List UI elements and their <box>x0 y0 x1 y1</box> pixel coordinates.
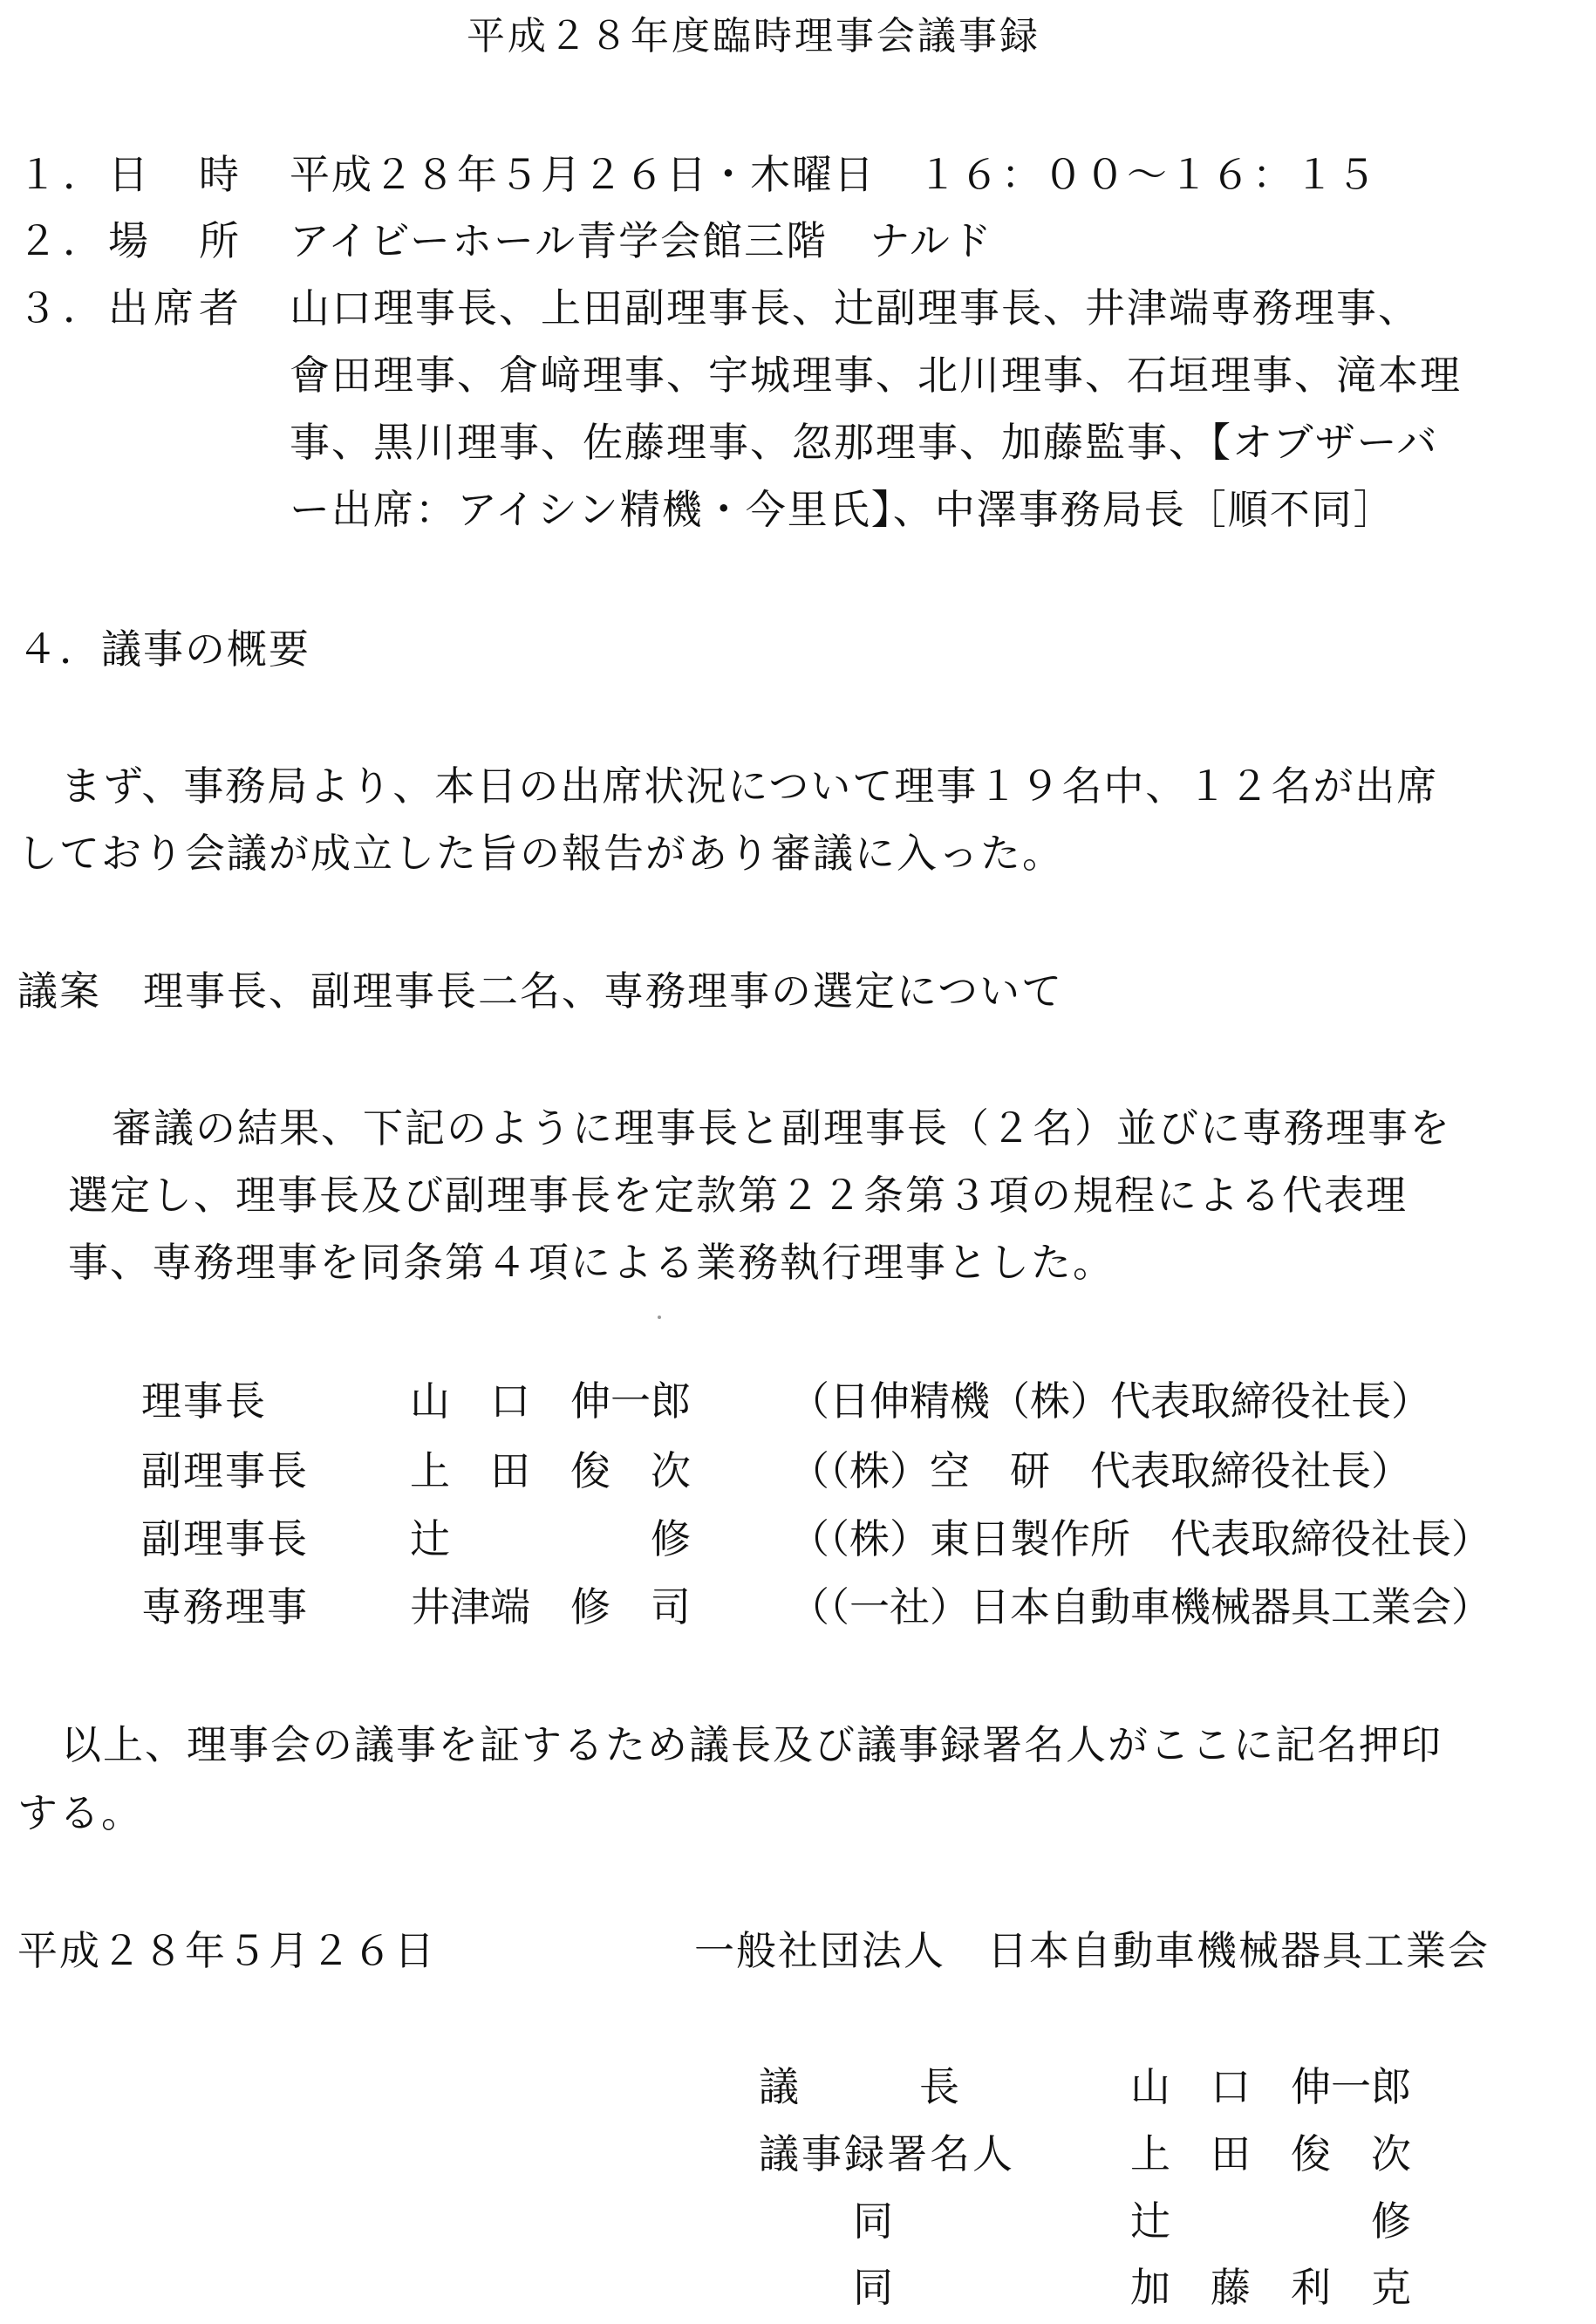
officer-name: 辻 修 <box>410 1515 691 1562</box>
signatory-role: 同 <box>853 2198 893 2245</box>
signatory-name: 上 田 俊 次 <box>1130 2130 1411 2177</box>
officer-org: （（一社）日本自動車機械器具工業会） <box>789 1583 1491 1630</box>
place-label: ２．場 所 <box>17 217 244 264</box>
closing-paragraph-line: 以上、理事会の議事を証するため議長及び議事録署名人がここに記名押印 <box>61 1721 1443 1768</box>
scan-speck <box>658 1316 661 1319</box>
attendees-line: ー出席：アイシン精機・今里氏】、中澤事務局長［順不同］ <box>290 486 1395 533</box>
attendees-line: 山口理事長、上田副理事長、辻副理事長、井津端専務理事、 <box>290 284 1420 332</box>
deliberation-line: 事、専務理事を同条第４項による業務執行理事とした。 <box>68 1239 1115 1286</box>
document-title: 平成２８年度臨時理事会議事録 <box>467 14 1040 58</box>
datetime-label: １．日 時 <box>17 151 244 198</box>
document-date: 平成２８年５月２６日 <box>17 1927 436 1974</box>
officer-name: 井津端 修 司 <box>410 1583 691 1630</box>
officer-role: 副理事長 <box>141 1447 309 1494</box>
officer-org: （（株）空 研 代表取締役社長） <box>789 1447 1411 1494</box>
attendees-line: 會田理事、倉﨑理事、宇城理事、北川理事、石垣理事、滝本理 <box>290 352 1462 399</box>
place-value: アイビーホール青学会館三階 ナルド <box>290 217 993 264</box>
closing-paragraph-line: する。 <box>17 1789 143 1836</box>
attendees-line: 事、黒川理事、佐藤理事、忽那理事、加藤監事、【オブザーバ <box>290 419 1439 466</box>
officer-role: 専務理事 <box>141 1583 309 1630</box>
deliberation-line: 選定し、理事長及び副理事長を定款第２２条第３項の規程による代表理 <box>68 1172 1408 1219</box>
signatory-name: 山 口 伸一郎 <box>1130 2063 1411 2110</box>
officer-org: （（株）東日製作所 代表取締役社長） <box>789 1515 1491 1562</box>
deliberation-line: 審議の結果、下記のように理事長と副理事長（２名）並びに専務理事を <box>112 1104 1451 1152</box>
officer-role: 副理事長 <box>141 1515 309 1562</box>
attendees-label: ３．出席者 <box>17 284 244 332</box>
officer-role: 理事長 <box>141 1377 267 1425</box>
signatory-role: 議 長 <box>759 2063 959 2110</box>
signatory-name: 加 藤 利 克 <box>1130 2264 1411 2311</box>
signatory-role: 同 <box>853 2264 893 2311</box>
officer-org: （日伸精機（株）代表取締役社長） <box>789 1377 1431 1425</box>
officer-name: 山 口 伸一郎 <box>410 1377 691 1425</box>
signatory-role: 議事録署名人 <box>759 2130 1015 2177</box>
officer-name: 上 田 俊 次 <box>410 1447 691 1494</box>
intro-paragraph-line: しており会議が成立した旨の報告があり審議に入った。 <box>17 830 1064 877</box>
agenda-heading: 議案 理事長、副理事長二名、専務理事の選定について <box>17 967 1064 1015</box>
intro-paragraph-line: まず、事務局より、本日の出席状況について理事１９名中、１２名が出席 <box>61 762 1439 810</box>
signatory-name: 辻 修 <box>1130 2198 1411 2245</box>
organization-name: 一般社団法人 日本自動車機械器具工業会 <box>694 1927 1490 1974</box>
summary-heading: ４．議事の概要 <box>17 625 310 673</box>
datetime-value: 平成２８年５月２６日・木曜日 １６：００～１６：１５ <box>290 151 1378 198</box>
